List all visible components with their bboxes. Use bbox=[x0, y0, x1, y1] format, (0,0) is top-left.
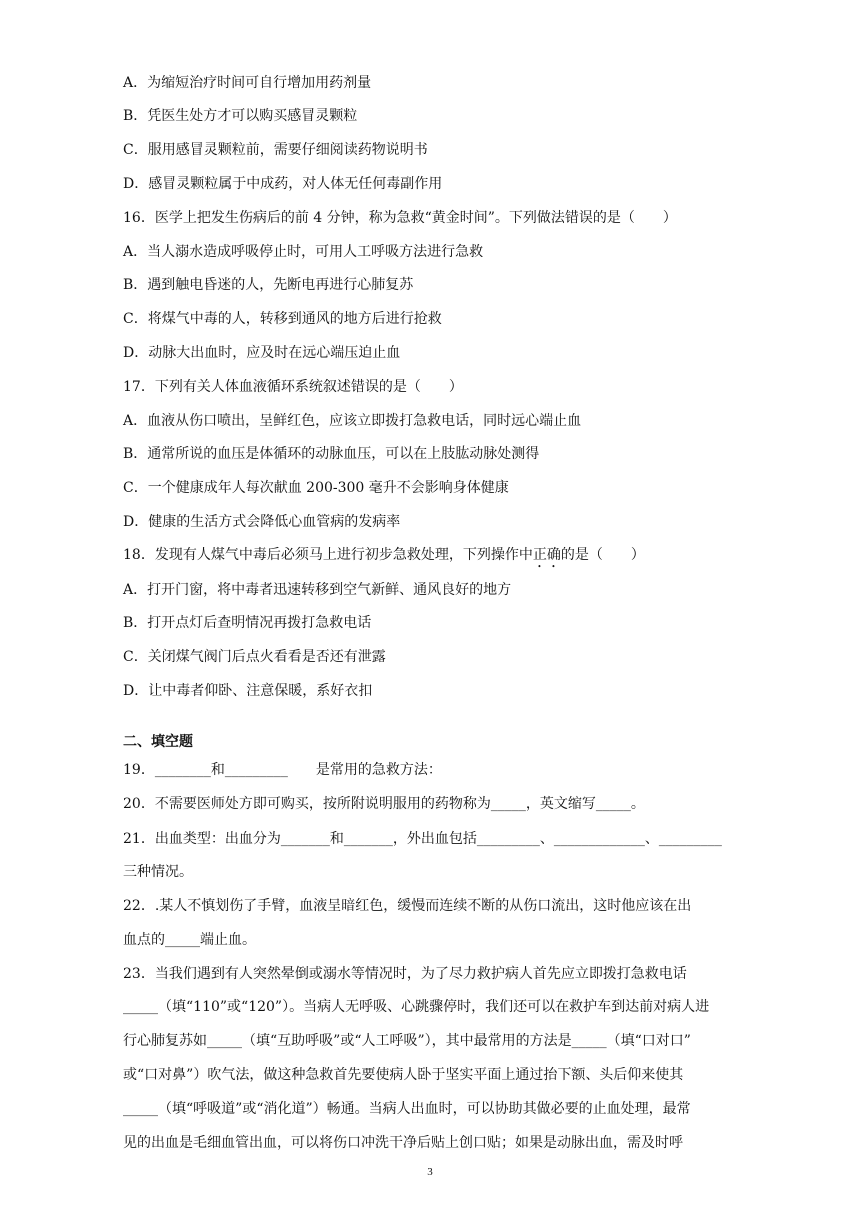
q15-option-a: A．为缩短治疗时间可自行增加用药剂量 bbox=[123, 75, 372, 91]
section-title: 二、填空题 bbox=[123, 734, 193, 750]
q19: 19．________和_________ 是常用的急救方法： bbox=[123, 762, 442, 778]
q23-line-4: 或“口对鼻”）吹气法，做这种急救首先要使病人卧于坚实平面上通过抬下额、头后仰来使其 bbox=[123, 1067, 684, 1083]
q21-line-2: 三种情况。 bbox=[123, 864, 193, 880]
q15-option-d: D．感冒灵颗粒属于中成药，对人体无任何毒副作用 bbox=[123, 176, 443, 192]
q18-stem-before: 18．发现有人煤气中毒后必须马上进行初步急救处理，下列操作中 bbox=[123, 547, 533, 563]
q16-option-b: B．遇到触电昏迷的人，先断电再进行心肺复苏 bbox=[123, 277, 414, 293]
q23-line-6: 见的出血是毛细血管出血，可以将伤口冲洗干净后贴上创口贴；如果是动脉出血，需及时呼 bbox=[123, 1135, 683, 1151]
q22-line-2: 血点的_____端止血。 bbox=[123, 932, 256, 948]
q18-stem-after: 的是（ ） bbox=[560, 547, 645, 563]
q18-option-c: C．关闭煤气阀门后点火看看是否还有泄露 bbox=[123, 649, 386, 665]
q16-option-a: A．当人溺水造成呼吸停止时，可用人工呼吸方法进行急救 bbox=[123, 244, 484, 260]
q18-stem-emphasis: 正确 bbox=[532, 547, 561, 563]
q15-option-c: C．服用感冒灵颗粒前，需要仔细阅读药物说明书 bbox=[123, 142, 428, 158]
q18-option-b: B．打开点灯后查明情况再拨打急救电话 bbox=[123, 615, 372, 631]
q17-option-c: C．一个健康成年人每次献血 200-300 毫升不会影响身体健康 bbox=[123, 480, 509, 496]
q16-stem: 16．医学上把发生伤病后的前 4 分钟，称为急救“黄金时间”。下列做法错误的是（ ） bbox=[123, 210, 677, 226]
q15-option-b: B．凭医生处方才可以购买感冒灵颗粒 bbox=[123, 108, 358, 124]
page-number: 3 bbox=[427, 1166, 433, 1178]
q21-line-1: 21．出血类型：出血分为_______和_______，外出血包括_________、_____________、_________ bbox=[123, 831, 722, 847]
q23-line-2: _____（填“110”或“120”）。当病人无呼吸、心跳骤停时，我们还可以在救护车到达前对病人进 bbox=[123, 999, 710, 1015]
q20: 20．不需要医师处方即可购买，按所附说明服用的药物称为_____，英文缩写_____。 bbox=[123, 796, 645, 812]
q16-option-d: D．动脉大出血时，应及时在远心端压迫止血 bbox=[123, 345, 401, 361]
q23-line-5: _____（填“呼吸道”或“消化道”）畅通。当病人出血时，可以协助其做必要的止血处理，最常 bbox=[123, 1101, 691, 1117]
q17-stem: 17．下列有关人体血液循环系统叙述错误的是（ ） bbox=[123, 379, 463, 395]
q23-line-1: 23．当我们遇到有人突然晕倒或溺水等情况时，为了尽力救护病人首先应立即拨打急救电话 bbox=[123, 966, 687, 982]
q23-line-3: 行心肺复苏如_____（填“互助呼吸”或“人工呼吸”），其中最常用的方法是_____（填“口对口” bbox=[123, 1033, 691, 1049]
q22-line-1: 22．.某人不慎划伤了手臂，血液呈暗红色，缓慢而连续不断的从伤口流出，这时他应该在出 bbox=[123, 898, 692, 914]
q18-option-d: D．让中毒者仰卧、注意保暖，系好衣扣 bbox=[123, 683, 373, 699]
q17-option-d: D．健康的生活方式会降低心血管病的发病率 bbox=[123, 514, 401, 530]
q18-stem bbox=[123, 545, 645, 571]
q17-option-b: B．通常所说的血压是体循环的动脉血压，可以在上肢肱动脉处测得 bbox=[123, 446, 540, 462]
q16-option-c: C．将煤气中毒的人，转移到通风的地方后进行抢救 bbox=[123, 311, 442, 327]
q18-option-a: A．打开门窗，将中毒者迅速转移到空气新鲜、通风良好的地方 bbox=[123, 582, 512, 598]
q17-option-a: A．血液从伤口喷出，呈鲜红色，应该立即拨打急救电话，同时远心端止血 bbox=[123, 413, 582, 429]
